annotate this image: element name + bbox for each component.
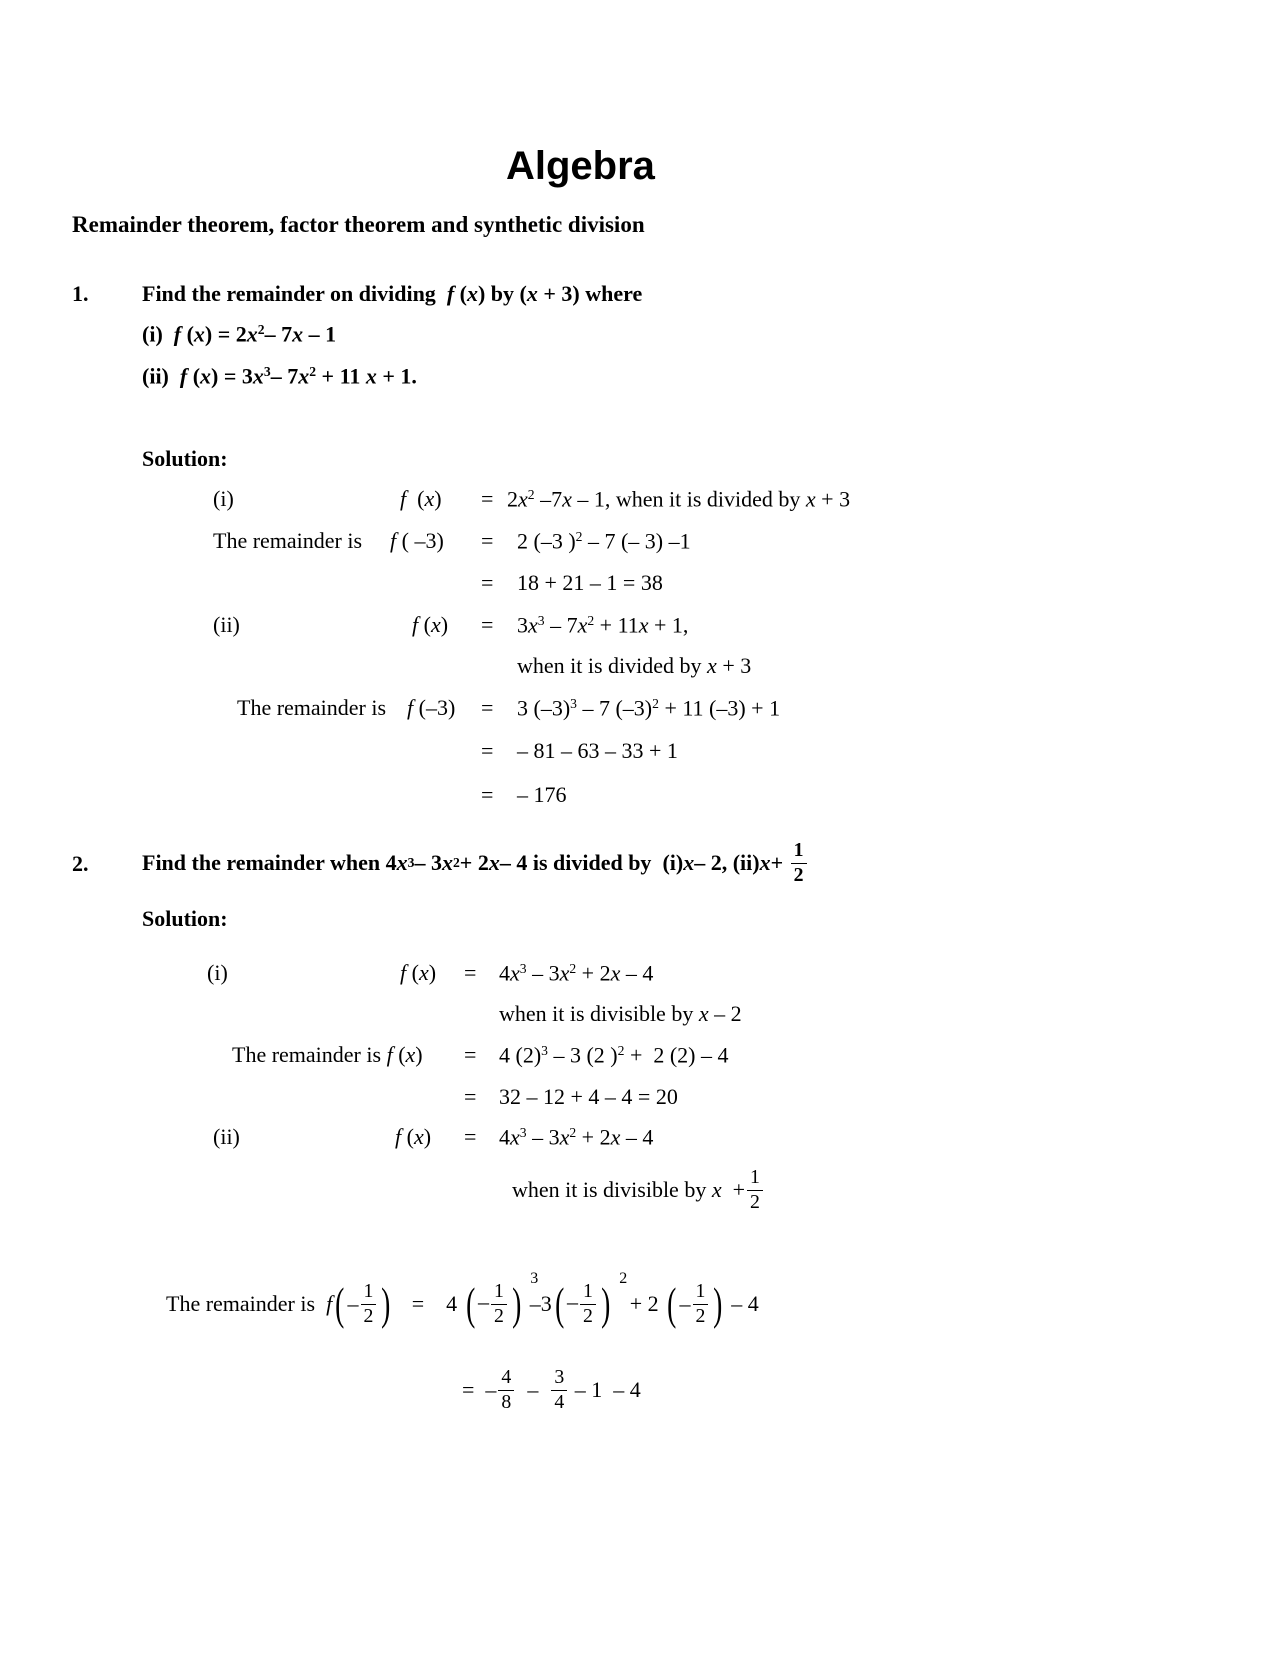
sol1-ii-rhs-1: $3x^3 - 7x^2 + 11x + 1$, xyxy=(517,612,689,638)
sol1-ii-lhs-2: f (–3) xyxy=(407,695,456,720)
sol1-i-remainder-label: The remainder is xyxy=(213,528,363,553)
equals-sign: = xyxy=(464,1042,477,1067)
equals-sign: = xyxy=(481,738,494,763)
fraction-one-half: $\frac{1}{2}$ xyxy=(791,841,807,886)
sol1-ii-label: (ii) xyxy=(213,612,240,637)
sol2-ii-lhs: f (x) xyxy=(395,1124,432,1149)
sol1-i-rhs-1: $2x^2$ –7x – 1, when it is divided by x + 3 xyxy=(507,486,851,512)
sol1-ii-note: when it is divided by x + 3 xyxy=(517,653,752,678)
sol2-i-rhs-3: 32 – 12 + 4 – 4 = 20 xyxy=(499,1084,678,1109)
section-subtitle: Remainder theorem, factor theorem and synthetic division xyxy=(72,212,645,237)
question-2-text: Find the remainder when 4 x 3 – 3 x 2 + 2 x – 4 is divided by (i) x – 2, (ii) x + $\frac{1}{2}$ xyxy=(142,838,809,888)
sol1-ii-remainder-label: The remainder is xyxy=(237,695,387,720)
sol1-ii-lhs: f (x) xyxy=(412,612,449,637)
sol2-i-lhs: f (x) xyxy=(400,960,437,985)
solution-1-label: Solution: xyxy=(142,446,228,471)
equals-sign: = xyxy=(464,1084,477,1109)
equals-sign: = xyxy=(481,528,494,553)
sol2-i-rhs-1: $4x^3 - 3x^2 + 2x - 4$ xyxy=(499,960,654,986)
sol2-ii-remainder-line: The remainder is f ( – $\frac{1}{2}$ ) = 4 ( – $\frac{1}{2}$ ) 3 –3 ( – $\frac{1}{2}$ ) 2 + 2 ( – $\frac{1}{2}$ ) – 4 xyxy=(166,1270,759,1329)
sol1-ii-rhs-2: 3 $(-3)^3 - 7$ $(-3)^2 + 11$ (–3) + 1 xyxy=(517,695,781,721)
sol1-i-lhs: f (x) xyxy=(400,486,442,511)
equals-sign: = xyxy=(481,612,494,637)
sol2-i-rhs-2: 4 $(2)^3 - 3$ (2 )$^2$ + 2 (2) – 4 xyxy=(499,1042,729,1068)
sol1-i-lhs-2: f ( –3) xyxy=(390,528,444,553)
sol2-ii-label: (ii) xyxy=(213,1124,240,1149)
question-1-part-i: (i) f $(x) = 2x^2-$ 7x – 1 xyxy=(142,321,337,347)
equals-sign: = xyxy=(411,1291,425,1316)
equals-sign: = xyxy=(481,782,494,807)
question-1-part-ii: (ii) f $(x) = 3x^3-$ $7x^2 + 11$ x + 1. xyxy=(142,363,417,389)
sol1-i-label: (i) xyxy=(213,486,234,511)
sol1-i-rhs-3: 18 + 21 – 1 = 38 xyxy=(517,570,663,595)
sol2-ii-rhs-1: $4x^3 - 3x^2 + 2x - 4$ xyxy=(499,1124,654,1150)
sol2-ii-rhs-2: = – $\frac{4}{8}$ – $\frac{3}{4}$ – 1 – 4 xyxy=(462,1365,641,1413)
sol1-i-rhs-2: 2 (–3 )$^2$ – 7 (– 3) –1 xyxy=(517,528,691,554)
question-1-number: 1. xyxy=(72,281,89,306)
sol2-ii-note: when it is divisible by x + $\frac{1}{2}$ xyxy=(512,1166,765,1214)
page-title: Algebra xyxy=(506,144,655,188)
question-2-number: 2. xyxy=(72,851,89,876)
sol2-i-label: (i) xyxy=(207,960,228,985)
sol1-ii-rhs-3: – 81 – 63 – 33 + 1 xyxy=(517,738,678,763)
solution-2-label: Solution: xyxy=(142,906,228,931)
equals-sign: = xyxy=(481,570,494,595)
equals-sign: = xyxy=(464,960,477,985)
sol2-i-note: when it is divisible by x – 2 xyxy=(499,1001,742,1026)
sol1-ii-rhs-4: – 176 xyxy=(517,782,567,807)
question-1-text: Find the remainder on dividing f (x) by (x + 3) where xyxy=(142,281,643,306)
equals-sign: = xyxy=(481,486,494,511)
equals-sign: = xyxy=(481,695,494,720)
equals-sign: = xyxy=(462,1377,475,1402)
sol2-i-remainder-label: The remainder is f (x) xyxy=(232,1042,423,1067)
equals-sign: = xyxy=(464,1124,477,1149)
